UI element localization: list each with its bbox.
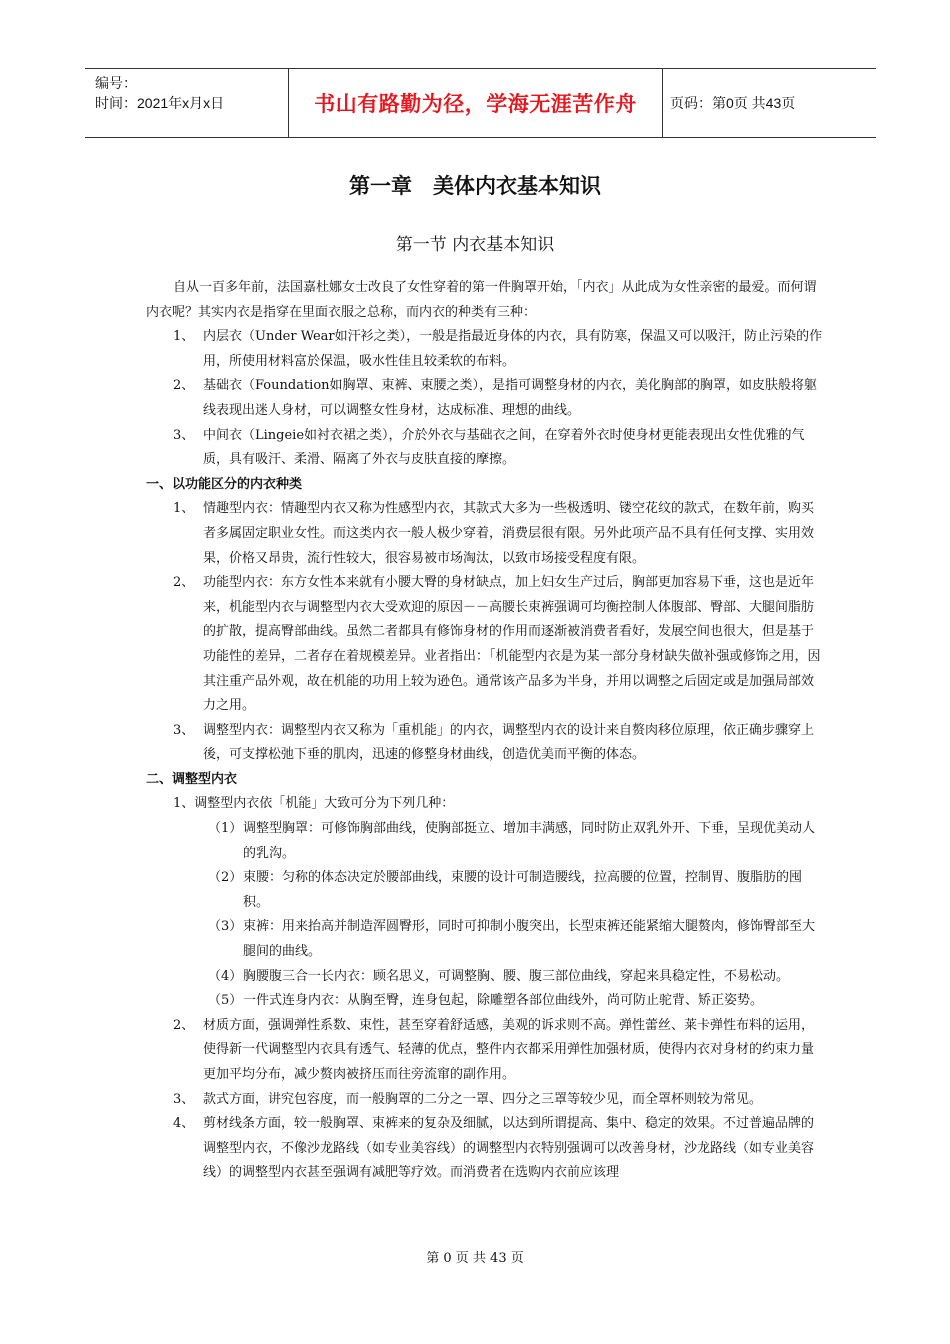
adjust-lead: 1、调整型内衣依「机能」大致可分为下列几种： — [173, 796, 455, 812]
sub-number: （4） — [208, 968, 243, 984]
sub-text: 调整型胸罩：可修饰胸部曲线，使胸部挺立、增加丰满感，同时防止双乳外开、下垂，呈现优美动人的乳沟。 — [243, 821, 816, 861]
item-text: 基础衣（Foundation如胸罩、束裤、束腰之类），是指可调整身材的内衣，美化胸部的胸罩，如皮肤般将躯线表现出迷人身材，可以调整女性身材，达成标准、理想的曲线。 — [203, 378, 818, 418]
sub-item — [146, 915, 826, 964]
list-item — [146, 497, 826, 571]
item-number: 2、 — [173, 378, 195, 394]
item-number: 3、 — [173, 722, 195, 738]
list-item — [146, 719, 826, 768]
heading-functions: 一、以功能区分的内衣种类 — [146, 476, 303, 492]
page-header — [85, 68, 876, 138]
sub-item — [146, 989, 826, 1014]
item-number: 2、 — [173, 575, 195, 591]
list-item — [146, 1088, 826, 1113]
list-item — [146, 325, 826, 374]
chapter-title: 第一章 美体内衣基本知识 — [349, 174, 601, 198]
document-body — [146, 276, 826, 1186]
sub-number: （5） — [208, 993, 243, 1009]
item-text: 中间衣（Lingeie如衬衣裙之类），介於外衣与基础衣之间，在穿着外衣时使身材更能表现出女性优雅的气质，具有吸汗、柔滑、隔离了外衣与皮肤直接的摩擦。 — [203, 427, 805, 468]
item-text: 剪材线条方面，较一般胸罩、束裤来的复杂及细腻，以达到所谓提高、集中、稳定的效果。不过普遍品牌的调整型内衣，不像沙龙路线（如专业美容线）的调整型内衣特别强调可以改善身材，沙龙路线（如专业美容线）的调整型内衣甚至强调有减肥等疗效。而消费者在选购内衣前应该理 — [203, 1116, 815, 1181]
heading-adjust: 二、调整型内衣 — [146, 771, 238, 787]
list-item — [146, 571, 826, 719]
sub-item — [146, 965, 826, 990]
item-number: 1、 — [173, 329, 195, 345]
list-item — [146, 1112, 826, 1186]
item-text: 材质方面，强调弹性系数、束性，甚至穿着舒适感，美观的诉求则不高。弹性蕾丝、莱卡弹性布料的运用，使得新一代调整型内衣具有透气、轻薄的优点，整件内衣都采用弹性加强材质，使得内衣对身材的约束力量更加平均分布，减少赘肉被挤压而往旁流窜的副作用。 — [203, 1017, 815, 1082]
header-page-info: 页码：第0页 共43页 — [670, 95, 796, 111]
item-number: 2、 — [173, 1017, 195, 1033]
sub-text: 束裤：用来抬高并制造浑圆臀形，同时可抑制小腹突出，长型束裤还能紧缩大腿赘肉，修饰臀部至大腿间的曲线。 — [243, 919, 816, 960]
time-label: 时间：2021年x月x日 — [95, 95, 225, 111]
item-text: 情趣型内衣：情趣型内衣又称为性感型内衣，其款式大多为一些极透明、镂空花纹的款式，在数年前，购买者多属固定职业女性。而这类内衣一般人极少穿着，消费层很有限。另外此项产品不具有任何支撑、实用效果，价格又昂贵，流行性较大，很容易被市场淘汰，以致市场接受程度有限。 — [203, 501, 815, 566]
sub-item — [146, 866, 826, 915]
item-number: 1、 — [173, 501, 195, 517]
serial-label: 编号： — [95, 75, 137, 91]
header-meta — [95, 73, 285, 113]
sub-item — [146, 817, 826, 866]
section-title: 第一节 内衣基本知识 — [395, 235, 555, 255]
sub-text: 胸腰腹三合一长内衣：顾名思义，可调整胸、腰、腹三部位曲线，穿起来具稳定性，不易松动。 — [243, 968, 790, 984]
list-item — [146, 424, 826, 473]
intro-paragraph: 自从一百多年前，法国嘉杜娜女士改良了女性穿着的第一件胸罩开始，「内衣」从此成为女性亲密的最爱。而何谓内衣呢？其实内衣是指穿在里面衣服之总称，而内衣的种类有三种： — [146, 280, 817, 320]
sub-text: 一件式连身内衣：从胸至臀，连身包起，除雕塑各部位曲线外，尚可防止驼背、矫正姿势。 — [243, 993, 764, 1009]
item-number: 3、 — [173, 427, 195, 443]
header-motto: 书山有路勤为径，学海无涯苦作舟 — [288, 69, 663, 137]
item-text: 内层衣（Under Wear如汗衫之类），一般是指最近身体的内衣，具有防寒，保温又可以吸汗，防止污染的作用，所使用材料富於保温，吸水性佳且较柔软的布料。 — [203, 329, 823, 369]
page-footer: 第 0 页 共 43 页 — [426, 1251, 524, 1266]
list-item — [146, 1014, 826, 1088]
item-text: 功能型内衣：东方女性本来就有小腰大臀的身材缺点，加上妇女生产过后，胸部更加容易下垂，这也是近年来，机能型内衣与调整型内衣大受欢迎的原因－－高腰长束裤强调可均衡控制人体腹部、臀部、大腿间脂肪的扩散，提高臀部曲线。虽然二者都具有修饰身材的作用而逐渐被消费者看好，发展空间也很大，但是基于功能性的差异，二者存在着规模差异。业者指出：「机能型内衣是为某一部分身材缺失做补强或修饰之用，因其注重产品外观，故在机能的功用上较为逊色。通常该产品多为半身，并用以调整之后固定或是加强局部效力之用。 — [203, 575, 821, 714]
item-text: 款式方面，讲究包容度，而一般胸罩的二分之一罩、四分之三罩等较少见，而全罩杯则较为常见。 — [203, 1091, 763, 1107]
sub-number: （1） — [208, 821, 243, 837]
sub-number: （3） — [208, 919, 243, 935]
item-number: 4、 — [173, 1116, 195, 1132]
sub-number: （2） — [208, 870, 243, 886]
sub-text: 束腰：匀称的体态决定於腰部曲线，束腰的设计可制造腰线，拉高腰的位置，控制胃、腹脂肪的囤积。 — [243, 870, 803, 910]
list-item — [146, 374, 826, 423]
item-number: 3、 — [173, 1091, 195, 1107]
item-text: 调整型内衣：调整型内衣又称为「重机能」的内衣，调整型内衣的设计来自赘肉移位原理，依正确步骤穿上後，可支撑松弛下垂的肌肉，迅速的修整身材曲线，创造优美而平衡的体态。 — [203, 722, 815, 763]
